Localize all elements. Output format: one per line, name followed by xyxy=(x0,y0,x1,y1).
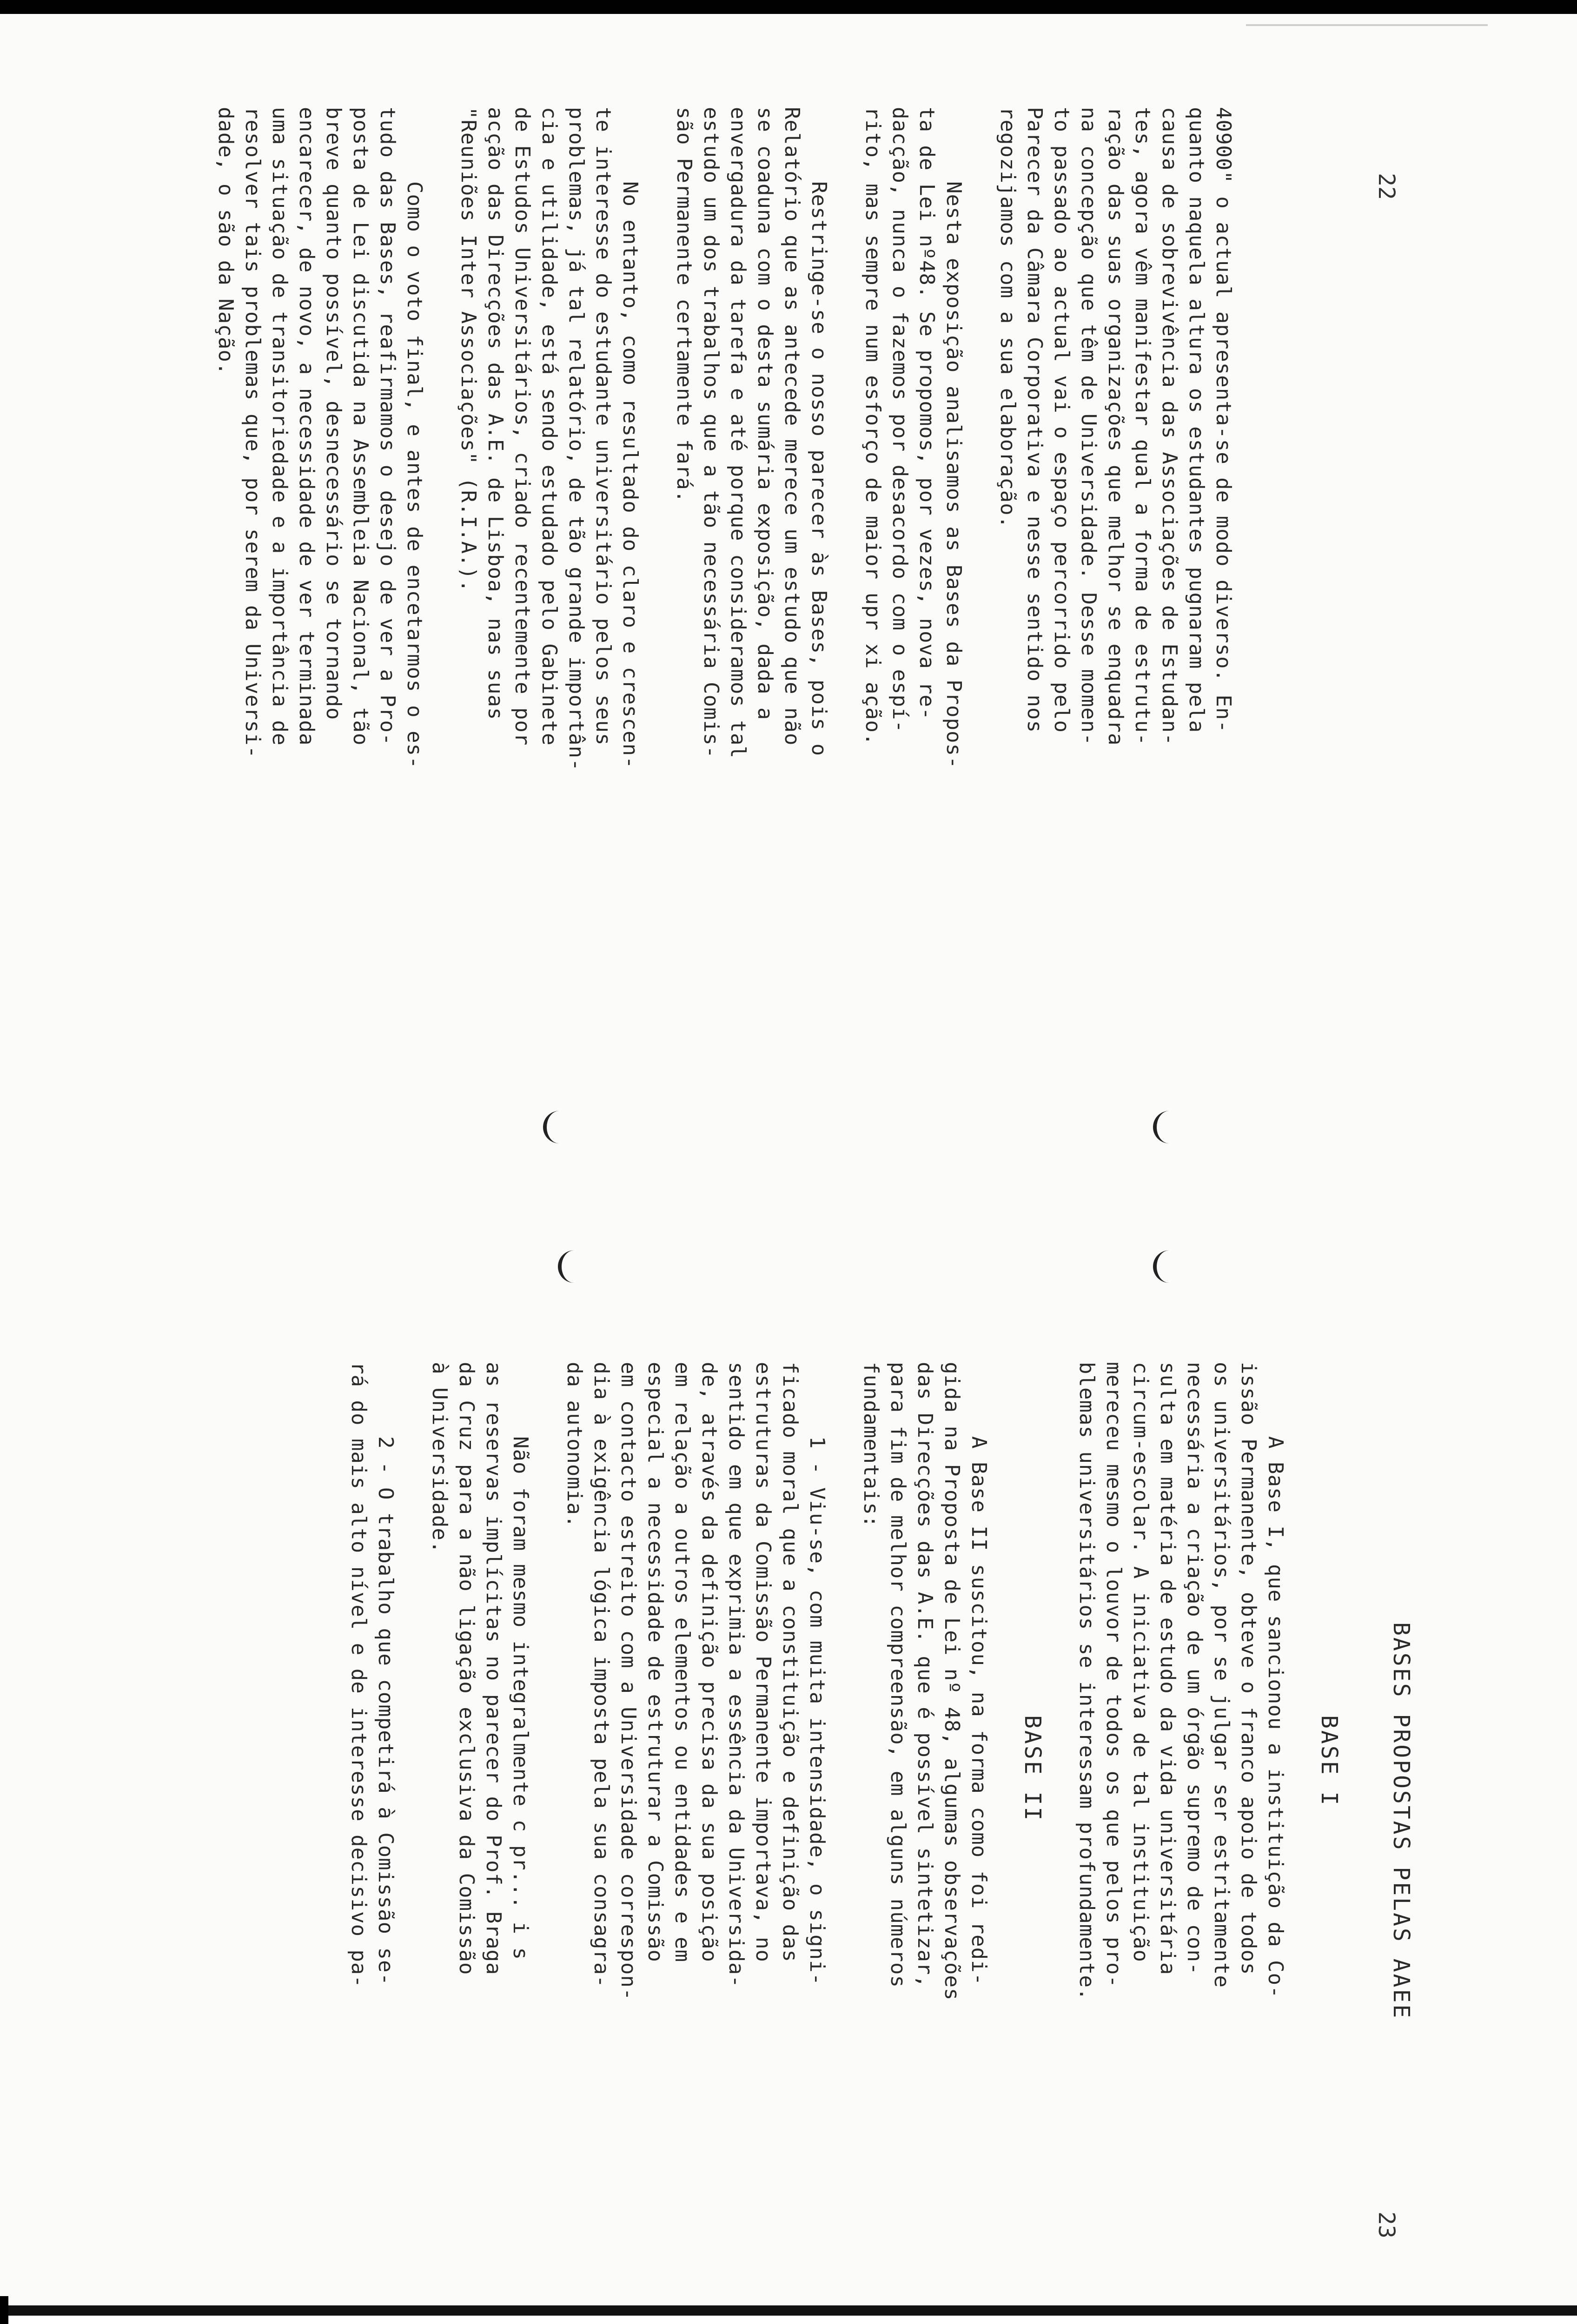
text-line: quanto naquela altura os estudantes pugnaram pela xyxy=(1185,107,1208,733)
right-page-sections xyxy=(345,1362,1343,2268)
text-line: Relatório que as antecede merece um estudo que não xyxy=(780,107,804,746)
text-line: para fim de melhor compreensão, em alguns números xyxy=(886,1362,910,1988)
text-line: das Direcções das A.E. que é possível sintetizar, xyxy=(913,1362,937,1988)
text-line: da Cruz para a não ligação exclusiva da Comissão xyxy=(455,1362,478,1975)
text-line: dade, o são da Nação. xyxy=(214,107,238,376)
text-line: gida na Proposta de Lei nº 48, algumas observações xyxy=(940,1362,964,2001)
paragraph xyxy=(859,107,967,1106)
base-heading: BASE II xyxy=(1020,1715,1046,1822)
text-line: os universitários, por se julgar ser estritamente xyxy=(1210,1362,1233,1988)
right-page-body xyxy=(300,1362,1432,2268)
text-line: envergadura da tarefa e até porque consideramos tal xyxy=(726,107,750,759)
scan-artifact-line xyxy=(1246,24,1488,26)
text-line: dia à exigência lógica imposta pela sua consagra- xyxy=(590,1362,613,1988)
binding-mark xyxy=(1153,1250,1173,1283)
binding-mark xyxy=(558,1250,577,1283)
left-page-body xyxy=(185,107,1237,1106)
text-line: em contacto estreito com a Universidade correspon- xyxy=(616,1362,640,2001)
text-line: breve quanto possível, desnecessário se tornando xyxy=(322,107,345,720)
text-line: blemas universitários se interessam profundamente. xyxy=(1075,1362,1099,2001)
text-line: Não foram mesmo integralmente c pr... i s xyxy=(509,1436,532,1961)
text-line: em relação a outros elementos ou entidades e em xyxy=(670,1362,694,1963)
text-line: "Reuniões Inter Associações" (R.I.A.). xyxy=(457,107,480,593)
text-line: to passado ao actual vai o espaço percorrido pelo xyxy=(1050,107,1073,733)
text-line: rito, mas sempre num esforço de maior upr xi ação. xyxy=(861,107,885,746)
text-line: sentido em que exprimia a essência da Universida- xyxy=(724,1362,748,1988)
text-line: cia e utilidade, está sendo estudado pelo Gabinete xyxy=(537,107,561,746)
text-line: No entanto, como resultado do claro e crescen- xyxy=(618,181,642,769)
scan-top-edge xyxy=(0,0,1577,14)
page-number-left: 22 xyxy=(1373,173,1399,200)
paragraph xyxy=(455,107,643,1106)
text-line: rá do mais alto nível e de interesse decisivo pa- xyxy=(347,1362,371,1988)
text-line: tes, agora vêm manifestar qual a forma de estrutu- xyxy=(1131,107,1154,746)
text-line: circum-escolar. A iniciativa de tal instituição xyxy=(1129,1362,1153,1963)
text-line: se coaduna com o desta sumária exposição, dada a xyxy=(753,107,777,720)
text-line: tudo das Bases, reafirmamos o desejo de ver a Pro- xyxy=(376,107,399,746)
text-line: de Estudos Universitários, criado recentemente por xyxy=(510,107,534,746)
text-line: causa de sobrevivência das Associações de Estudan- xyxy=(1158,107,1181,746)
section-title: BASES PROPOSTAS PELAS AAEE xyxy=(1388,1622,1414,2020)
text-line: Como o voto final, e antes de encetarmos o es- xyxy=(403,181,426,769)
text-line: dacção, nunca o fazemos por desacordo com o espí- xyxy=(888,107,912,733)
binding-mark xyxy=(543,1111,563,1143)
text-line: uma situação de transitoriedade e a importância de xyxy=(268,107,292,746)
text-line: 1 - Viu-se, com muita intensidade, o signi- xyxy=(805,1436,829,1986)
text-line: ficado moral que a constituição e definição das xyxy=(778,1362,802,1963)
text-line: estudo um dos trabalhos que a tão necessária Comis- xyxy=(699,107,723,759)
paragraph xyxy=(1073,1362,1289,2268)
text-line: encarecer, de novo, a necessidade de ver terminada xyxy=(295,107,318,746)
text-line: ração das suas organizações que melhor se enquadra xyxy=(1104,107,1127,746)
scan-margin-area xyxy=(0,2316,1577,2324)
paragraph xyxy=(670,107,832,1106)
base-heading: BASE I xyxy=(1316,1715,1342,1807)
paragraph xyxy=(857,1362,992,2268)
text-line: da autonomia. xyxy=(563,1362,586,1528)
paragraph xyxy=(994,107,1237,1106)
text-line: 40900" o actual apresenta-se de modo diverso. En- xyxy=(1212,107,1235,733)
text-line: sulta em matéria de estudo da vida universitária xyxy=(1156,1362,1179,1975)
text-line: estruturas da Comissão Permanente importava, no xyxy=(751,1362,775,1963)
text-line: issão Permanente, obteve o franco apoio de todos xyxy=(1237,1362,1260,1975)
scan-bottom-edge xyxy=(0,2305,1577,2316)
text-line: problemas, já tal relatório, de tão grande importân- xyxy=(564,107,588,772)
text-line: na concepção que têm de Universidade. Desse momen- xyxy=(1077,107,1100,746)
text-line: posta de Lei discutida na Assembleia Nacional, tão xyxy=(349,107,372,746)
text-line: regozijamos com a sua elaboração. xyxy=(996,107,1020,529)
text-line: ta de Lei nº48. Se propomos, por vezes, nova re- xyxy=(915,107,939,720)
text-line: à Universidade. xyxy=(428,1362,451,1554)
text-line: de, através da definição precisa da sua posição xyxy=(697,1362,721,1963)
paragraph xyxy=(345,1362,399,2268)
text-line: fundamentais: xyxy=(859,1362,883,1528)
scan-left-mark xyxy=(0,2296,8,2324)
text-line: Restringe-se o nosso parecer às Bases, pois o xyxy=(807,181,831,757)
text-line: necessária a criação de um órgão supremo de con- xyxy=(1183,1362,1206,1975)
text-line: Nesta exposição analisamos as Bases da Propos- xyxy=(942,181,966,769)
text-line: te interesse do estudante universitário pelos seus xyxy=(591,107,615,746)
text-line: são Permanente certamente fará. xyxy=(672,107,696,503)
text-line: resolver tais problemas que, por serem da Universi- xyxy=(241,107,265,759)
text-line: A Base II suscitou, na forma como foi redi- xyxy=(967,1436,991,1986)
text-line: mereceu mesmo o louvor de todos os que pelos pro- xyxy=(1102,1362,1126,1988)
text-line: A Base I, que sancionou a instituição da Co- xyxy=(1264,1436,1287,1999)
paragraph xyxy=(561,1362,830,2268)
text-line: 2 - O trabalho que competirá à Comissão se- xyxy=(374,1436,398,1986)
text-line: acção das Direcções das A.E. de Lisboa, nas suas xyxy=(484,107,507,720)
text-line: as reservas implícitas no parecer do Prof. Braga xyxy=(482,1362,505,1975)
paragraph xyxy=(212,107,428,1106)
binding-mark xyxy=(1153,1111,1173,1143)
text-line: Parecer da Câmara Corporativa e nesse sentido nos xyxy=(1023,107,1047,733)
page-number-right: 23 xyxy=(1373,2212,1399,2238)
paragraph xyxy=(426,1362,534,2268)
text-line: especial a necessidade de estruturar a Comissão xyxy=(643,1362,667,1963)
